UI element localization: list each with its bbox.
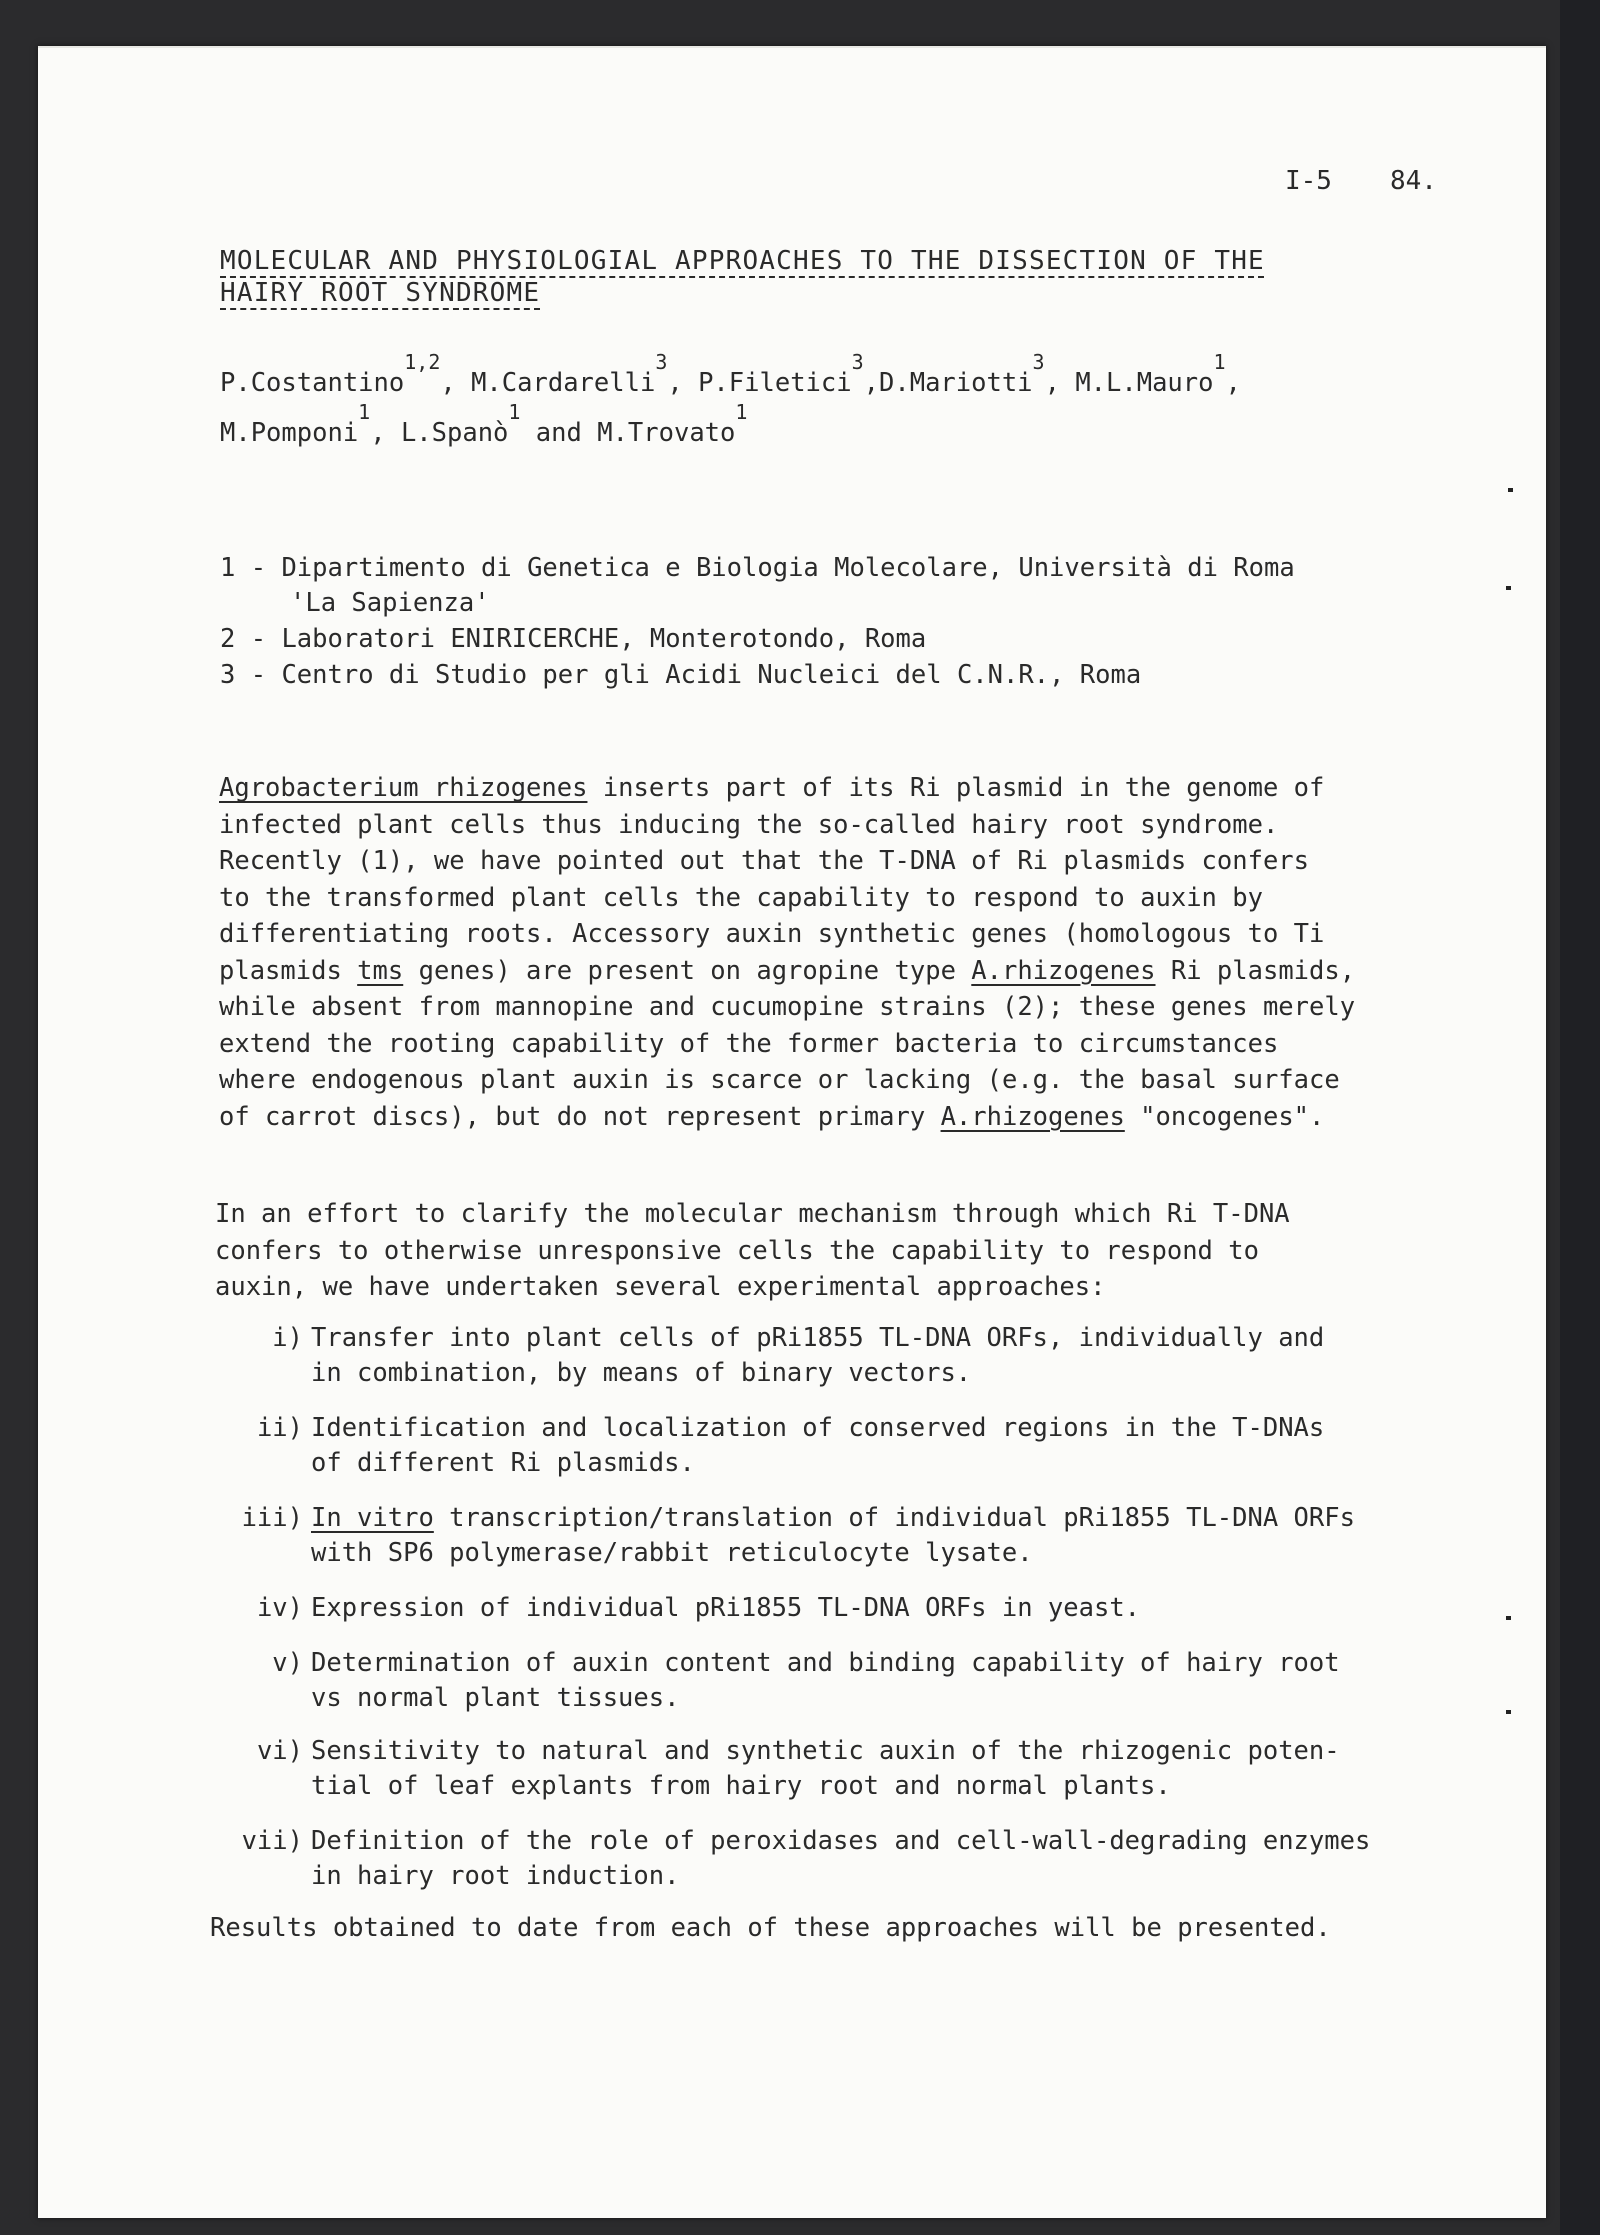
author-affiliation: 3 <box>655 350 668 374</box>
affiliation-1-cont: 'La Sapienza' <box>290 588 490 618</box>
author-affiliation: 1 <box>735 400 748 424</box>
author-affiliation: 1 <box>1213 350 1226 374</box>
authors-line-2: M.Pomponi$^1$, L.Spanò$^1$ and M.Trovato$^1$ <box>220 400 748 448</box>
author-name: P.Costantino <box>220 368 405 398</box>
author-name: M.L.Mauro <box>1075 368 1214 398</box>
affiliation-3: 3 - Centro di Studio per gli Acidi Nucleici del C.N.R., Roma <box>220 660 1142 690</box>
abstract-paragraph-1: Agrobacterium rhizogenes inserts part of its Ri plasmid in the genome of infected plant cells thus inducing the so-called hairy root syndrome. Recently (1), we have pointed out that the T-DNA of Ri plasmids confers to the transformed plant cells the capability to respond to auxin by differentiating roots. Accessory auxin synthetic genes (homologous to Ti plasmids tms genes) are present on agropine type A.rhizogenes Ri plasmids, while absent from mannopine and cucumopine strains (2); these genes merely extend the rooting capability of the former bacteria to circumstances where endogenous plant auxin is scarce or lacking (e.g. the basal surface of carrot discs), but do not represent primary A.rhizogenes "oncogenes". <box>219 773 1356 1132</box>
title-line-2: HAIRY ROOT SYNDROME <box>220 278 541 308</box>
author-affiliation: 1 <box>358 400 371 424</box>
page-number: 84. <box>1390 166 1437 196</box>
margin-mark <box>1506 1616 1511 1620</box>
page-code: I-5 <box>1285 166 1332 196</box>
title-line-1: MOLECULAR AND PHYSIOLOGIAL APPROACHES TO THE DISSECTION OF THE <box>220 246 1265 276</box>
margin-mark <box>1508 488 1513 492</box>
list-item: v) Determination of auxin content and binding capability of hairy root vs normal plant tissues. <box>272 1648 1340 1713</box>
document-page <box>38 46 1546 2218</box>
author-affiliation: 1 <box>508 400 521 424</box>
author-name: M.Trovato <box>597 418 736 448</box>
list-item: iii) In vitro transcription/translation of individual pRi1855 TL-DNA ORFs with SP6 polymerase/rabbit reticulocyte lysate. <box>241 1503 1355 1568</box>
author-affiliation: 1,2 <box>404 350 441 374</box>
affiliation-2: 2 - Laboratori ENIRICERCHE, Monterotondo, Roma <box>220 624 927 654</box>
authors-line-1: P.Costantino$^{1,2}$, M.Cardarelli$^3$, P.Filetici$^3$,D.Mariotti$^3$, M.L.Mauro$^1$, <box>220 350 1241 398</box>
list-item: iv) Expression of individual pRi1855 TL-DNA ORFs in yeast. <box>256 1593 1141 1623</box>
species-name: Agrobacterium rhizogenes <box>219 773 588 803</box>
author-name: L.Spanò <box>400 418 509 448</box>
conclusion-text: Results obtained to date from each of these approaches will be presented. <box>210 1913 1331 1943</box>
list-item: vi) Sensitivity to natural and synthetic auxin of the rhizogenic poten- tial of leaf explants from hairy root and normal plants. <box>256 1736 1340 1801</box>
affiliation-1: 1 - Dipartimento di Genetica e Biologia Molecolare, Università di Roma <box>220 553 1295 583</box>
list-item: vii) Definition of the role of peroxidases and cell-wall-degrading enzymes in hairy root induction. <box>241 1826 1371 1891</box>
list-item: ii) Identification and localization of conserved regions in the T-DNAs of different Ri plasmids. <box>256 1413 1325 1478</box>
margin-mark <box>1506 1710 1511 1714</box>
author-affiliation: 3 <box>851 350 864 374</box>
author-name: M.Pomponi <box>220 418 359 448</box>
scanner-background-edge <box>1560 0 1600 2235</box>
abstract-paragraph-2: In an effort to clarify the molecular mechanism through which Ri T-DNA confers to otherwise unresponsive cells the capability to respond to auxin, we have undertaken several experimental approaches: <box>215 1199 1290 1302</box>
author-name: M.Cardarelli <box>471 368 656 398</box>
margin-mark <box>1506 586 1511 590</box>
list-item: i) Transfer into plant cells of pRi1855 TL-DNA ORFs, individually and in combination, by means of binary vectors. <box>272 1323 1325 1388</box>
author-name: D.Mariotti <box>879 368 1033 398</box>
author-name: P.Filetici <box>698 368 852 398</box>
author-affiliation: 3 <box>1032 350 1045 374</box>
